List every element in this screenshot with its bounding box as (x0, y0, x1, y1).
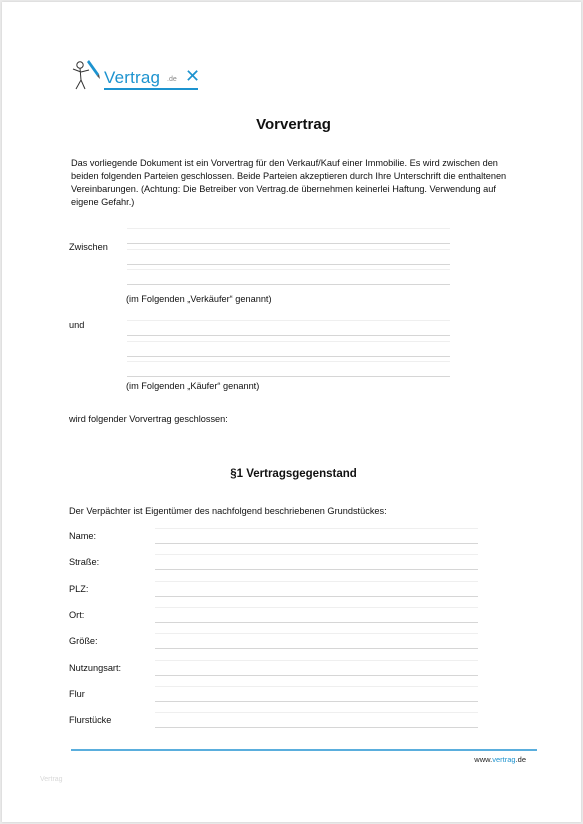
closing-statement: wird folgender Vorvertrag geschlossen: (69, 414, 228, 424)
document-page (2, 2, 581, 822)
seller-line-2[interactable] (127, 249, 450, 265)
field-input-flur[interactable] (155, 686, 478, 702)
seller-note: (im Folgenden „Verkäufer“ genannt) (126, 294, 272, 304)
buyer-note: (im Folgenden „Käufer“ genannt) (126, 381, 260, 391)
section1-heading: §1 Vertragsgegenstand (230, 468, 357, 480)
vertrag-logo[interactable] (70, 56, 210, 92)
logo-x-icon: ✕ (185, 66, 201, 86)
field-input-groesse[interactable] (155, 633, 478, 649)
watermark: Vertrag (40, 776, 63, 783)
logo-brand-text: Vertrag (104, 68, 161, 87)
between-label: Zwischen (69, 242, 108, 252)
seller-line-1[interactable] (127, 228, 450, 244)
field-label-nutzungsart: Nutzungsart: (69, 663, 122, 673)
field-label-groesse: Größe: (69, 636, 98, 646)
footer-url-suffix: .de (515, 755, 526, 764)
logo-figure-icon (70, 56, 104, 92)
and-label: und (69, 320, 85, 330)
field-input-flurstuecke[interactable] (155, 712, 478, 728)
footer-url[interactable] (474, 755, 526, 764)
footer-url-accent: vertrag (492, 755, 516, 764)
field-label-name: Name: (69, 531, 97, 541)
buyer-line-3[interactable] (127, 361, 450, 377)
logo-underline (104, 88, 198, 90)
footer-url-prefix: www. (474, 755, 493, 764)
logo-tld-text: .de (167, 76, 177, 83)
section1-lead: Der Verpächter ist Eigentümer des nachfolgend beschriebenen Grundstückes: (69, 506, 387, 516)
field-label-flur: Flur (69, 689, 85, 699)
field-input-name[interactable] (155, 528, 478, 544)
field-label-flurstuecke: Flurstücke (69, 715, 112, 725)
field-input-plz[interactable] (155, 581, 478, 597)
document-title: Vorvertrag (256, 116, 331, 133)
field-input-ort[interactable] (155, 607, 478, 623)
seller-line-3[interactable] (127, 269, 450, 285)
field-label-plz: PLZ: (69, 584, 89, 594)
field-label-ort: Ort: (69, 610, 85, 620)
buyer-line-1[interactable] (127, 320, 450, 336)
intro-paragraph: Das vorliegende Dokument ist ein Vorvertrag für den Verkauf/Kauf einer Immobilie. Es wird zwischen den beiden folgenden Parteien geschlossen. Beide Parteien akzeptieren durch Ihre Unterschrift die enthaltenen Vereinbarungen. (Achtung: Die Betreiber von Vertrag.de übernehmen keinerlei Haftung. Verwendung auf eigene Gefahr.) (71, 158, 507, 207)
footer-divider (71, 749, 537, 751)
field-input-strasse[interactable] (155, 554, 478, 570)
buyer-line-2[interactable] (127, 341, 450, 357)
field-label-strasse: Straße: (69, 557, 100, 567)
field-input-nutzungsart[interactable] (155, 660, 478, 676)
